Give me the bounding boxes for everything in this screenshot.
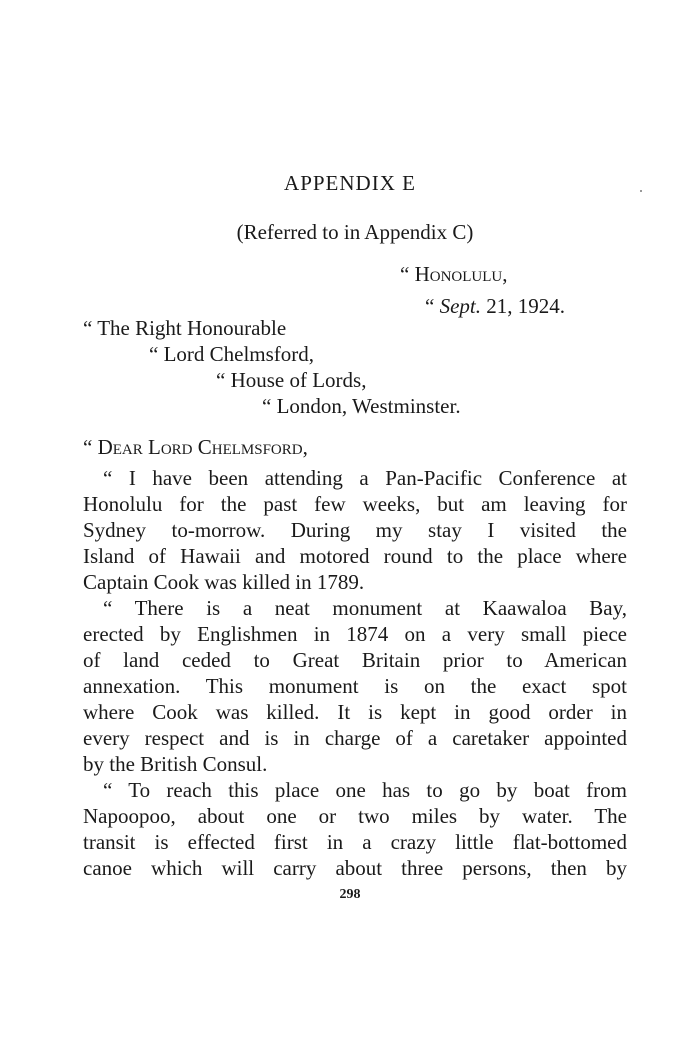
- dateline-date-rest: 21, 1924.: [480, 294, 565, 318]
- body-line-7: erected by Englishmen in 1874 on a very small piece: [83, 622, 627, 646]
- address-line-3: “ House of Lords,: [216, 368, 367, 392]
- dateline-date-prefix: “: [425, 294, 440, 318]
- body-line-12: by the British Consul.: [83, 752, 268, 776]
- body-line-8: of land ceded to Great Britain prior to American: [83, 648, 627, 672]
- body-line-16: canoe which will carry about three persons, then by: [83, 856, 627, 880]
- address-line-4: “ London, Westminster.: [262, 394, 461, 418]
- body-line-10: where Cook was killed. It is kept in good order in: [83, 700, 627, 724]
- body-line-15: transit is effected first in a crazy little flat-bottomed: [83, 830, 627, 854]
- print-speck: [640, 190, 642, 192]
- appendix-title: APPENDIX E: [284, 171, 416, 195]
- address-line-1: “ The Right Honourable: [83, 316, 287, 340]
- body-line-3: Sydney to-morrow. During my stay I visited the: [83, 518, 627, 542]
- address-line-2: “ Lord Chelmsford,: [149, 342, 315, 366]
- appendix-subtitle: (Referred to in Appendix C): [236, 220, 474, 244]
- body-line-11: every respect and is in charge of a caretaker appointed: [83, 726, 627, 750]
- page-number: 298: [339, 887, 361, 902]
- salutation: “ Dear Lord Chelmsford,: [83, 435, 308, 459]
- dateline-date: [425, 296, 565, 317]
- body-line-14: Napoopoo, about one or two miles by water. The: [83, 804, 627, 828]
- body-line-2: Honolulu for the past few weeks, but am leaving for: [83, 492, 627, 516]
- body-line-13: “ To reach this place one has to go by boat from: [103, 778, 627, 802]
- body-line-1: “ I have been attending a Pan-Pacific Conference at: [103, 466, 627, 490]
- body-line-9: annexation. This monument is on the exact spot: [83, 674, 627, 698]
- dateline-date-month: Sept.: [439, 294, 481, 318]
- body-line-4: Island of Hawaii and motored round to the place where: [83, 544, 627, 568]
- dateline-place: “ Honolulu,: [400, 262, 508, 286]
- body-line-5: Captain Cook was killed in 1789.: [83, 570, 365, 594]
- body-line-6: “ There is a neat monument at Kaawaloa Bay,: [103, 596, 627, 620]
